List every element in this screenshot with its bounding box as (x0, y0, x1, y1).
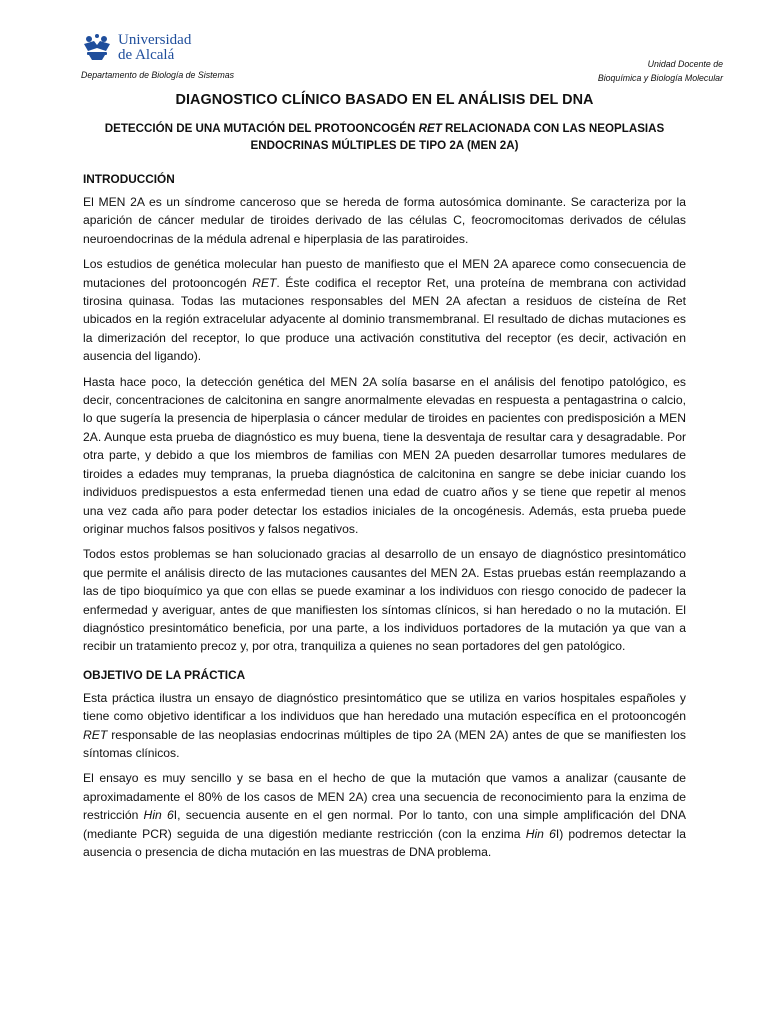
obj-p2-enzyme-1: Hin 6 (143, 808, 174, 823)
intro-paragraph-2 (83, 255, 686, 365)
document-subtitle (83, 120, 686, 154)
university-logo (80, 32, 200, 72)
section-heading-introduction: INTRODUCCIÓN (83, 172, 175, 186)
logo-line-2: de Alcalá (118, 47, 175, 63)
subtitle-part-b: RELACIONADA CON LAS NEOPLASIAS ENDOCRINAS MÚLTIPLES DE TIPO 2A (MEN 2A) (250, 122, 665, 152)
unit-line-1: Unidad Docente de (647, 59, 723, 69)
objective-paragraph-2 (83, 769, 686, 861)
intro-paragraph-1: El MEN 2A es un síndrome canceroso que se hereda de forma autosómica dominante. Se caracteriza por la aparición de cáncer medular de tiroides derivado de las células C, feocromocitomas derivados de células neuroendocrinas de la médula adrenal e hiperplasia de las paratiroides. (83, 195, 686, 246)
obj-p1-part-a: Esta práctica ilustra un ensayo de diagnóstico presintomático que se utiliza en varios hospitales españoles y tiene como objetivo identificar a los individuos que han heredado una mutación específica en el protooncogén (83, 690, 686, 724)
subtitle-part-a: DETECCIÓN DE UNA MUTACIÓN DEL PROTOONCOGÉN (104, 122, 419, 135)
intro-paragraph-4: Todos estos problemas se han solucionado gracias al desarrollo de un ensayo de diagnóstico presintomático que permite el análisis directo de las mutaciones causantes del MEN 2A. Estas pruebas están reemplazando a las de tipo bioquímico ya que con ellas se puede examinar a los individuos con riesgo conocido de padecer la enfermedad y averiguar, antes de que manifiesten los síntomas clínicos, si han heredado o no la mutación. El diagnóstico presintomático beneficia, por una parte, a los individuos portadores de la mutación ya que van a recibir un tratamiento precoz y, por otra, tranquiliza a quienes no sean portadores del gen patológico. (83, 547, 686, 654)
logo-line-1: Universidad (118, 32, 192, 48)
obj-p1-part-b: responsable de las neoplasias endocrinas múltiples de tipo 2A (MEN 2A) antes de que se manifiesten los síntomas clínicos. (83, 727, 686, 760)
unit-line-2: Bioquímica y Biología Molecular (597, 73, 723, 83)
obj-p2-part-c: I) podremos detectar la ausencia o presencia de dicha mutación en las muestras de DNA problema. (83, 826, 687, 859)
intro-p2-part-a: Los estudios de genética molecular han puesto de manifiesto que el MEN 2A aparece como consecuencia de mutaciones del protooncogén (83, 257, 686, 290)
intro-p2-part-b: . Éste codifica el receptor Ret, una proteína de membrana con actividad tirosina quinasa. Todas las mutaciones responsables del MEN 2A afectan a residuos de cisteína de Ret ubicados en la región extracelular adyacente al dominio transmembranal. El resultado de dichas mutaciones es la dimerización del receptor, lo que produce una activación constitutiva del receptor (es decir, activación en ausencia del ligando). (83, 275, 686, 364)
teaching-unit (598, 57, 723, 85)
university-crest-icon (80, 32, 114, 62)
logo-wordmark (118, 33, 191, 63)
subtitle-gene-ret: RET (418, 122, 442, 135)
objective-paragraph-1 (83, 689, 686, 763)
obj-p2-part-a: El ensayo es muy sencillo y se basa en el hecho de que la mutación que vamos a analizar (causante de aproximadamente el 80% de los casos de MEN 2A) crea una secuencia de reconocimiento para la enzima de restricción (83, 771, 686, 823)
obj-p2-part-b: I, secuencia ausente en el gen normal. Por lo tanto, con una simple amplificación del DNA (mediante PCR) seguida de una digestión mediante restricción (con la enzima (83, 808, 687, 841)
department-name: Departamento de Biología de Sistemas (81, 70, 235, 80)
document-body (83, 92, 686, 868)
section-heading-objective: OBJETIVO DE LA PRÁCTICA (83, 667, 246, 682)
obj-p1-gene-ret: RET (83, 727, 108, 742)
intro-paragraph-3: Hasta hace poco, la detección genética del MEN 2A solía basarse en el análisis del fenotipo patológico, es decir, concentraciones de calcitonina en sangre anormalmente elevadas en respuesta a pentagastrina o calcio, lo que sugería la presencia de hiperplasia o cáncer medular de tiroides en pacientes con predisposición a MEN 2A. Aunque esta prueba de diagnóstico es muy buena, tiene la desventaja de resultar cara y desagradable. Por otra parte, y debido a que los miembros de familias con MEN 2A pueden desarrollar tumores medulares de tiroides a edades muy tempranas, la prueba diagnóstica de calcitonina en sangre se debe iniciar cuando los individuos predispuestos a esta enfermedad tienen una edad de cuatro años y se tiene que repetir al menos una vez cada año para poder detectar los estadios iniciales de la oncogénesis. Además, esta prueba puede originar muchos falsos positivos y falsos negativos. (83, 374, 686, 536)
page-header (0, 0, 768, 86)
intro-p2-gene-ret: RET (252, 275, 277, 290)
obj-p2-enzyme-2: Hin 6 (525, 826, 556, 841)
document-title: DIAGNOSTICO CLÍNICO BASADO EN EL ANÁLISIS DEL DNA (175, 92, 594, 108)
